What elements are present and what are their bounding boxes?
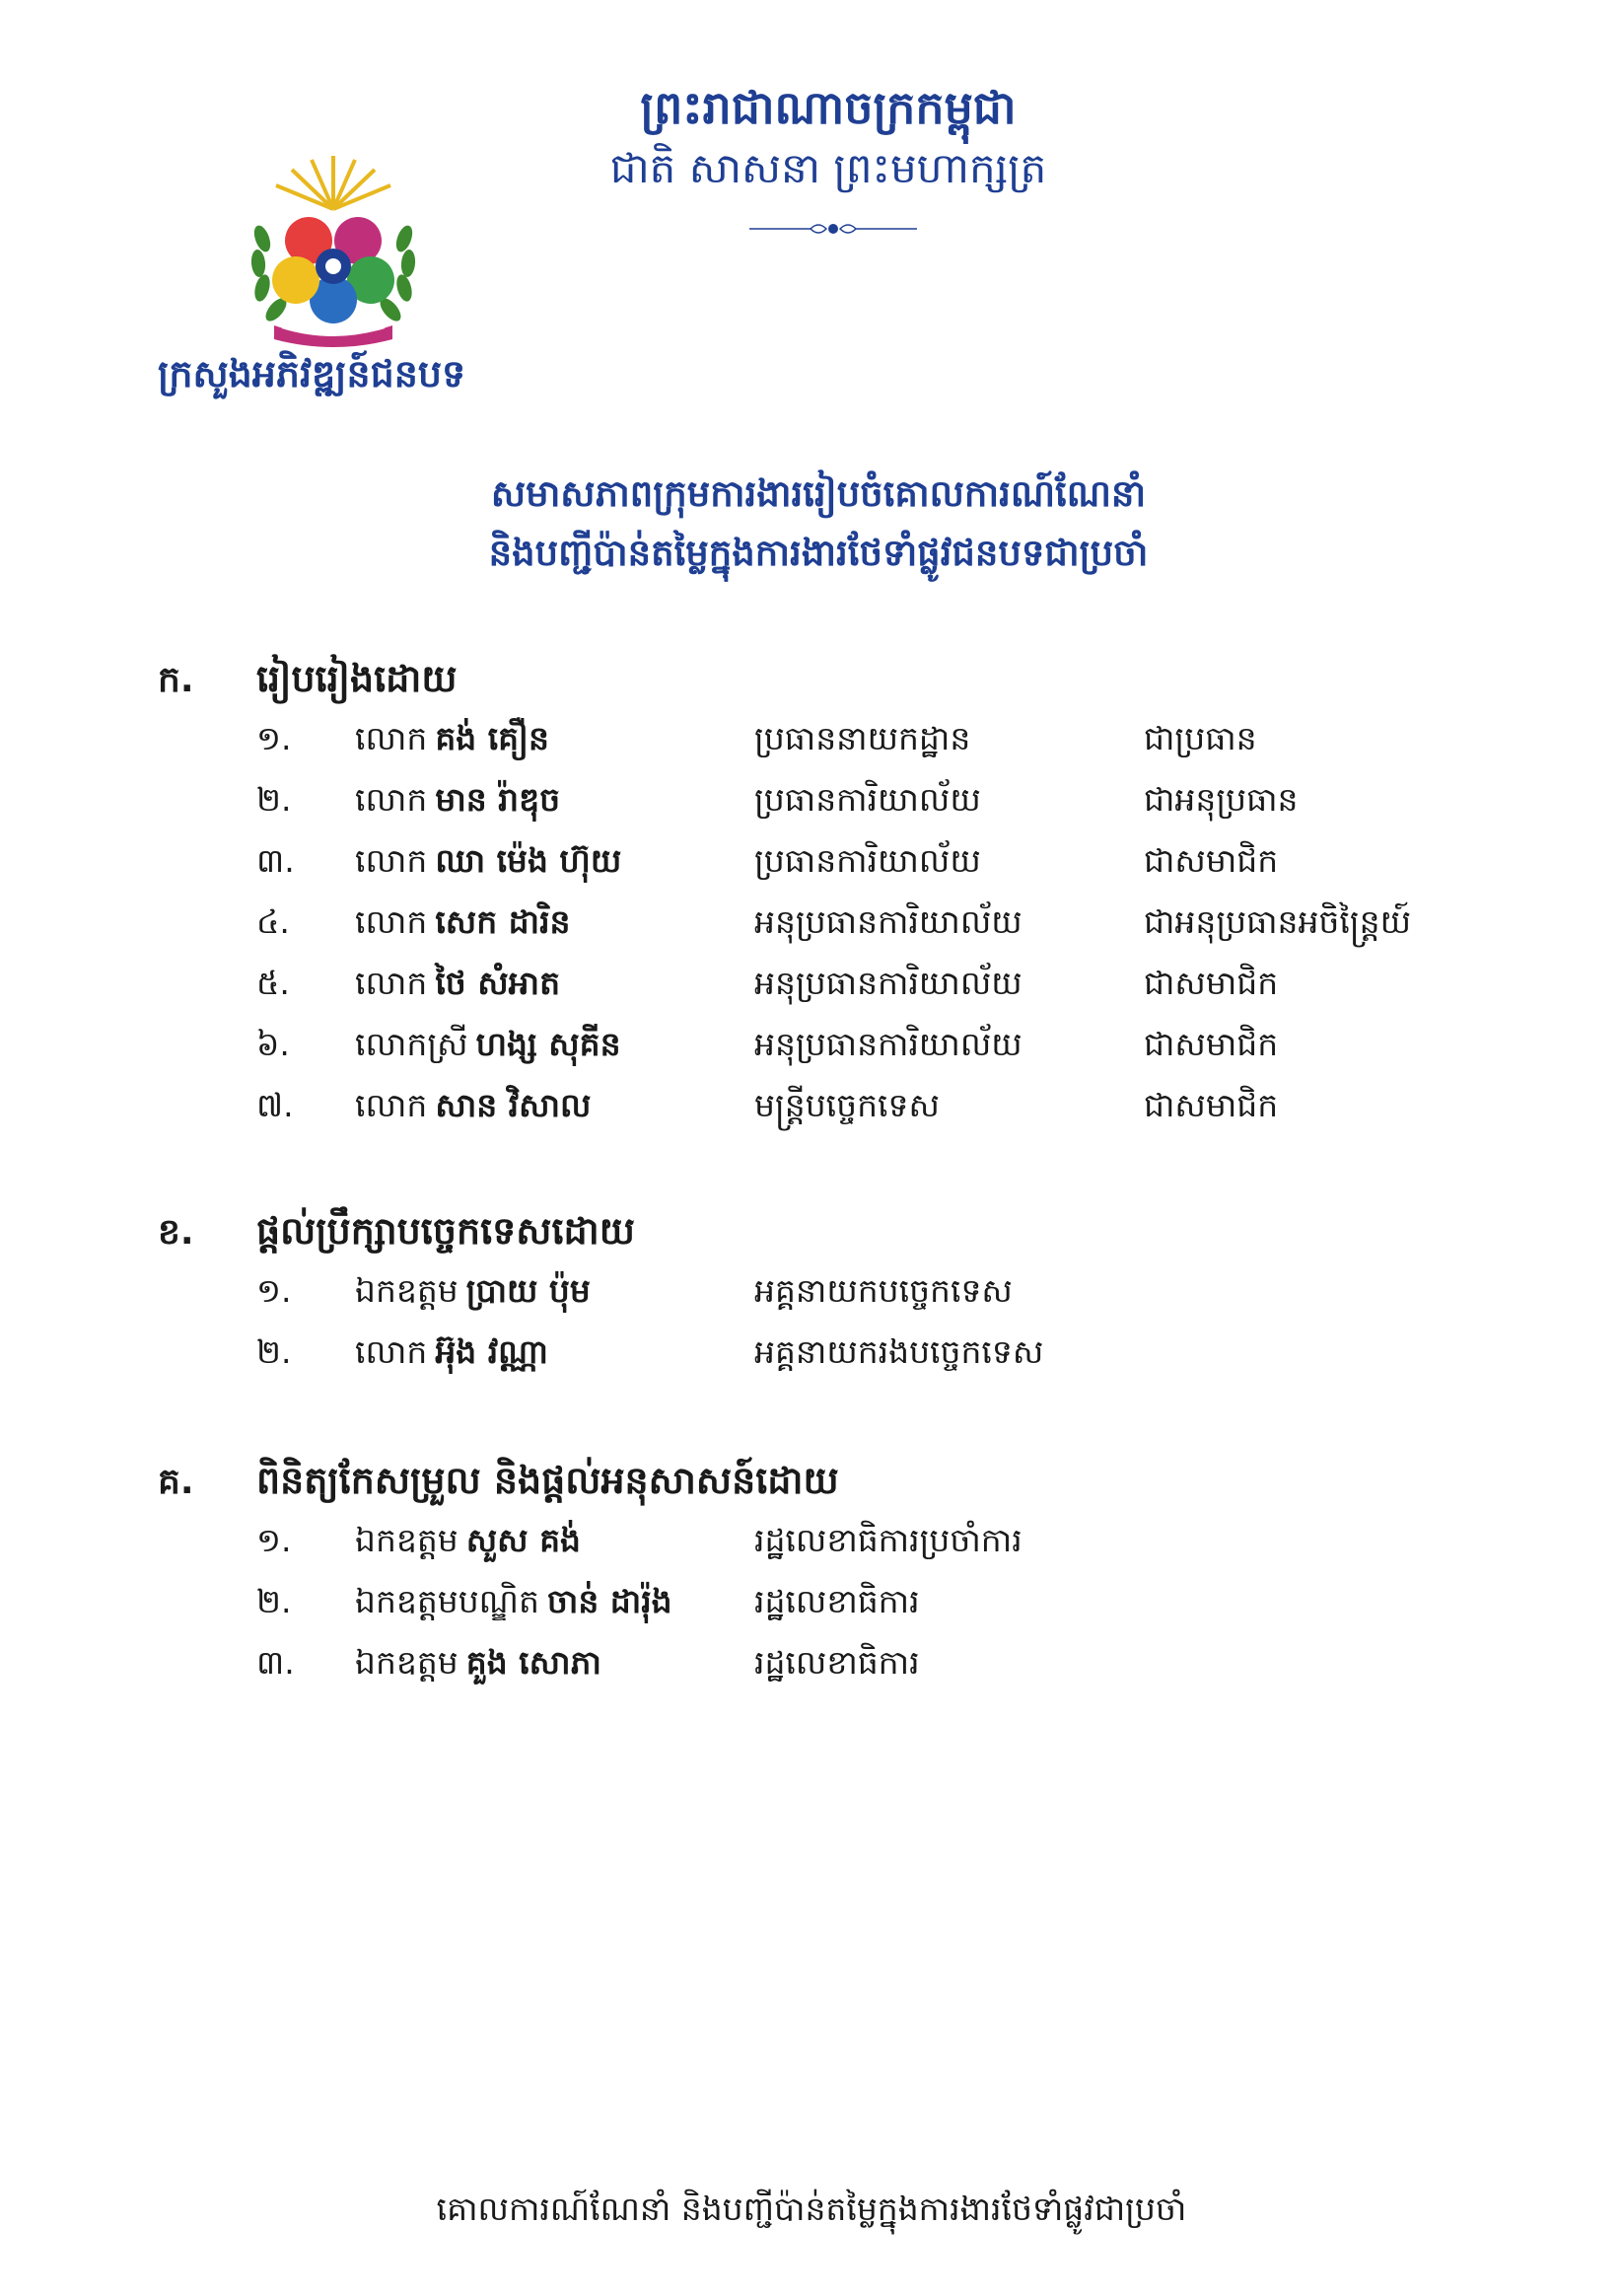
honorific: ឯកឧត្តម	[355, 1521, 459, 1559]
ministry-logo	[235, 150, 432, 347]
member-row	[158, 1326, 1538, 1387]
member-name	[355, 719, 754, 766]
divider-ornament	[749, 218, 917, 240]
member-role: ជាសមាជិក	[1144, 1025, 1279, 1063]
member-row	[158, 712, 1538, 773]
member-position: ប្រធានការិយាល័យ	[754, 780, 981, 819]
section-title: ផ្តល់ប្រឹក្សាបច្ចេកទេសដោយ	[256, 1209, 635, 1253]
member-position: រដ្ឋលេខាធិការប្រចាំការ	[754, 1521, 1023, 1559]
member-row	[158, 1636, 1538, 1697]
member-row	[158, 896, 1538, 957]
member-name	[355, 1521, 754, 1568]
member-role: ជាអនុប្រធាន	[1144, 780, 1299, 819]
section-letter: ខ.	[158, 1211, 194, 1253]
member-row	[158, 1575, 1538, 1636]
person-name: ហង្ស សុគីន	[475, 1025, 621, 1063]
section-title: ពិនិត្យកែសម្រួល និងផ្តល់អនុសាសន៍ដោយ	[256, 1459, 839, 1502]
person-name: សាន វិសាល	[435, 1086, 592, 1124]
honorific: លោក	[355, 964, 428, 1002]
kingdom-name: ព្រះរាជាណាចក្រកម្ពុជា	[640, 81, 1017, 134]
member-row	[158, 957, 1538, 1018]
member-name	[355, 1025, 754, 1072]
person-name: ថៃ សំអាត	[435, 964, 561, 1002]
member-role: ជាសមាជិក	[1144, 964, 1279, 1002]
honorific: លោក	[355, 780, 428, 819]
honorific: ឯកឧត្តមបណ្ឌិត	[355, 1582, 539, 1620]
row-number: ២.	[256, 1332, 292, 1371]
member-name	[355, 780, 754, 827]
honorific: លោក	[355, 1332, 428, 1371]
ministry-name: ក្រសួងអភិវឌ្ឍន៍ជនបទ	[158, 351, 466, 395]
person-name: សួស គង់	[465, 1521, 581, 1559]
member-position: រដ្ឋលេខាធិការ	[754, 1582, 920, 1620]
person-name: គួង សោភា	[465, 1643, 601, 1682]
member-row	[158, 1079, 1538, 1140]
person-name: ចាន់ ដារ៉ុង	[546, 1582, 672, 1620]
honorific: លោកស្រី	[355, 1025, 468, 1063]
honorific: ឯកឧត្តម	[355, 1643, 459, 1682]
document-title	[325, 464, 1311, 582]
member-position: មន្ត្រីបច្ចេកទេស	[754, 1086, 940, 1124]
row-number: ២.	[256, 1582, 292, 1620]
row-number: ១.	[256, 719, 292, 757]
section-reviewers	[158, 1455, 1538, 1697]
member-name	[355, 1086, 754, 1133]
row-number: ៧.	[256, 1086, 294, 1124]
section-heading	[158, 1205, 1538, 1264]
honorific: លោក	[355, 841, 428, 880]
row-number: ៣.	[256, 1643, 295, 1682]
member-name	[355, 1332, 754, 1380]
person-name: អ៊ុង វណ្ណា	[435, 1332, 548, 1371]
page-footer: គោលការណ៍ណែនាំ និងបញ្ជីប៉ាន់តម្លៃក្នុងការងារថែទាំផ្លូវជាប្រចាំ	[436, 2189, 1187, 2228]
member-role: ជាប្រធាន	[1144, 719, 1257, 757]
member-role: ជាអនុប្រធានអចិន្ត្រៃយ៍	[1144, 902, 1412, 941]
section-heading	[158, 653, 1538, 712]
member-name	[355, 964, 754, 1011]
member-name	[355, 1582, 754, 1629]
member-name	[355, 1643, 754, 1690]
row-number: ១.	[256, 1271, 292, 1310]
member-row	[158, 1514, 1538, 1575]
member-name	[355, 902, 754, 950]
honorific: លោក	[355, 719, 428, 757]
person-name: មាន រ៉ាឌុច	[435, 780, 561, 819]
title-line-2: និងបញ្ជីប៉ាន់តម្លៃក្នុងការងារថែទាំផ្លូវជនបទជាប្រចាំ	[488, 531, 1149, 574]
row-number: ៦.	[256, 1025, 290, 1063]
member-position: អនុប្រធានការិយាល័យ	[754, 1025, 1023, 1063]
honorific: លោក	[355, 902, 428, 941]
title-line-1: សមាសភាពក្រុមការងាររៀបចំគោលការណ៍ណែនាំ	[490, 471, 1147, 515]
national-motto: ជាតិ សាសនា ព្រះមហាក្សត្រ	[609, 144, 1047, 192]
honorific: លោក	[355, 1086, 428, 1124]
member-position: អគ្គនាយករងបច្ចេកទេស	[754, 1332, 1044, 1371]
member-position: អនុប្រធានការិយាល័យ	[754, 902, 1023, 941]
member-row	[158, 1018, 1538, 1079]
row-number: ៣.	[256, 841, 295, 880]
person-name: សេក ដារិន	[435, 902, 571, 941]
section-prepared-by	[158, 653, 1538, 1140]
row-number: ២.	[256, 780, 292, 819]
row-number: ៤.	[256, 902, 290, 941]
member-name	[355, 841, 754, 889]
section-letter: ក.	[158, 659, 194, 700]
section-title: រៀបរៀងដោយ	[256, 657, 458, 700]
person-name: ប្រាយ ប៉ុម	[465, 1271, 591, 1310]
member-row	[158, 1264, 1538, 1326]
member-position: អនុប្រធានការិយាល័យ	[754, 964, 1023, 1002]
member-position: អគ្គនាយកបច្ចេកទេស	[754, 1271, 1013, 1310]
kingdom-header	[552, 77, 1104, 199]
row-number: ១.	[256, 1521, 292, 1559]
section-technical-advisors	[158, 1205, 1538, 1387]
section-heading	[158, 1455, 1538, 1514]
member-role: ជាសមាជិក	[1144, 841, 1279, 880]
member-name	[355, 1271, 754, 1319]
honorific: ឯកឧត្តម	[355, 1271, 459, 1310]
row-number: ៥.	[256, 964, 290, 1002]
member-role: ជាសមាជិក	[1144, 1086, 1279, 1124]
member-row	[158, 773, 1538, 834]
member-position: រដ្ឋលេខាធិការ	[754, 1643, 920, 1682]
person-name: ឈា ម៉េង ហ៊ុយ	[435, 841, 622, 880]
member-position: ប្រធាននាយកដ្ឋាន	[754, 719, 971, 757]
member-position: ប្រធានការិយាល័យ	[754, 841, 981, 880]
section-letter: គ.	[158, 1461, 194, 1502]
member-row	[158, 834, 1538, 896]
person-name: គង់ គឿន	[435, 719, 549, 757]
